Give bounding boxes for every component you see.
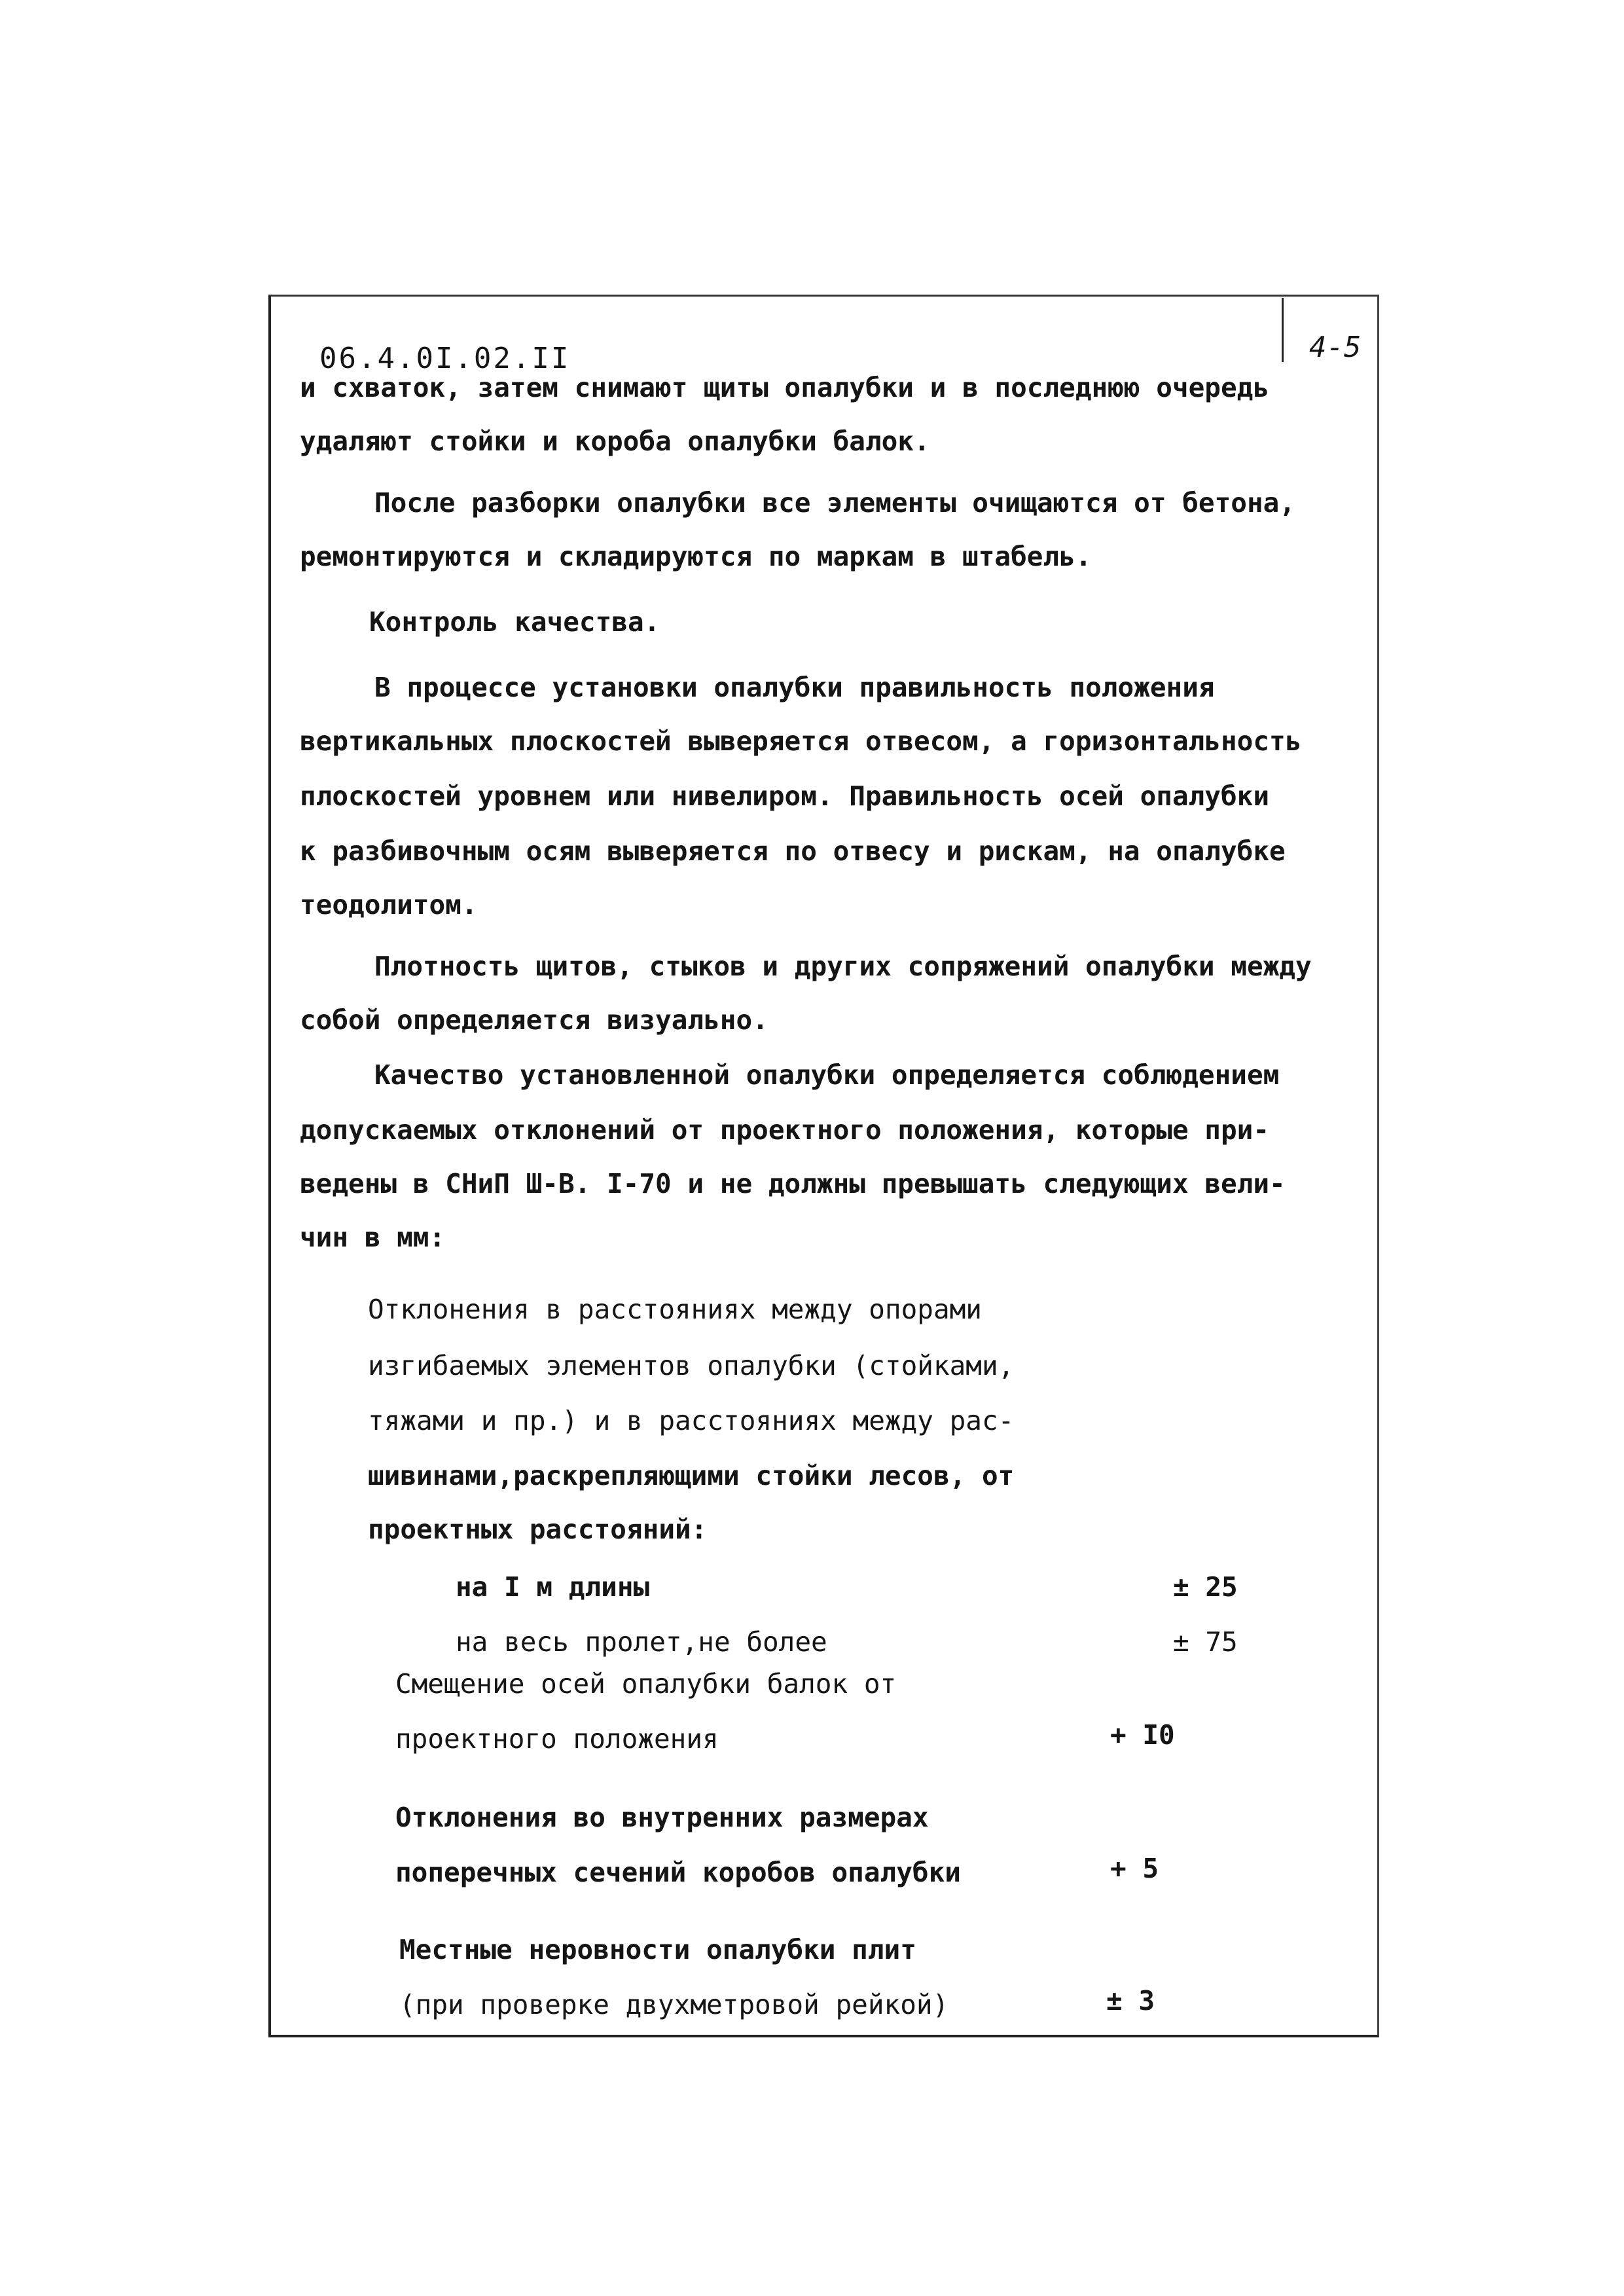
- body-line: к разбивочным осям выверяется по отвесу и рискам, на опалубке: [300, 835, 1286, 867]
- tolerance-value: + 5: [1110, 1853, 1159, 1884]
- page-number: 4-5: [1309, 331, 1362, 364]
- body-line: ведены в СНиП Ш-В. I-70 и не должны превышать следующих вели-: [300, 1168, 1286, 1199]
- section-heading: Контроль качества.: [369, 606, 660, 638]
- body-line: собой определяется визуально.: [300, 1004, 768, 1036]
- tolerance-label: на I м длины: [456, 1571, 650, 1603]
- tolerance-text: Отклонения в расстояниях между опорами: [368, 1294, 982, 1325]
- body-line: В процессе установки опалубки правильность положения: [374, 672, 1215, 703]
- tolerance-text: проектных расстояний:: [368, 1514, 708, 1545]
- body-line: ремонтируются и складируются по маркам в штабель.: [300, 541, 1092, 572]
- tolerance-text: Местные неровности опалубки плит: [399, 1934, 916, 1965]
- body-line: плоскостей уровнем или нивелиром. Правильность осей опалубки: [300, 780, 1270, 812]
- document-code: 06.4.0I.02.II: [319, 342, 571, 375]
- body-line: вертикальных плоскостей выверяется отвесом, а горизонтальность: [300, 725, 1302, 757]
- tolerance-label: на весь пролет,не более: [456, 1626, 827, 1658]
- tolerance-text: Смещение осей опалубки балок от: [395, 1668, 897, 1700]
- tolerance-text: шивинами,раскрепляющими стойки лесов, от: [368, 1460, 1015, 1491]
- tolerance-text: тяжами и пр.) и в расстояниях между рас-: [368, 1405, 1015, 1436]
- body-line: чин в мм:: [300, 1222, 446, 1253]
- tolerance-value: + I0: [1110, 1719, 1175, 1751]
- body-line: Плотность щитов, стыков и других сопряжений опалубки между: [374, 951, 1312, 982]
- tolerance-text: (при проверке двухметровой рейкой): [399, 1989, 949, 2020]
- body-line: После разборки опалубки все элементы очищаются от бетона,: [374, 487, 1295, 519]
- body-line: теодолитом.: [300, 889, 478, 920]
- tolerance-text: проектного положения: [395, 1723, 719, 1755]
- body-line: допускаемых отклонений от проектного положения, которые при-: [300, 1114, 1270, 1146]
- tolerance-text: Отклонения во внутренних размерах: [395, 1802, 929, 1833]
- tolerance-value: ± 25: [1173, 1571, 1238, 1603]
- tolerance-value: ± 75: [1173, 1626, 1238, 1658]
- body-line: и схваток, затем снимают щиты опалубки и в последнюю очередь: [300, 372, 1270, 403]
- tolerance-text: поперечных сечений коробов опалубки: [395, 1857, 961, 1888]
- tolerance-value: ± 3: [1106, 1985, 1155, 2016]
- tolerance-text: изгибаемых элементов опалубки (стойками,: [368, 1350, 1015, 1381]
- body-line: Качество установленной опалубки определяется соблюдением: [374, 1059, 1280, 1091]
- body-line: удаляют стойки и короба опалубки балок.: [300, 426, 930, 457]
